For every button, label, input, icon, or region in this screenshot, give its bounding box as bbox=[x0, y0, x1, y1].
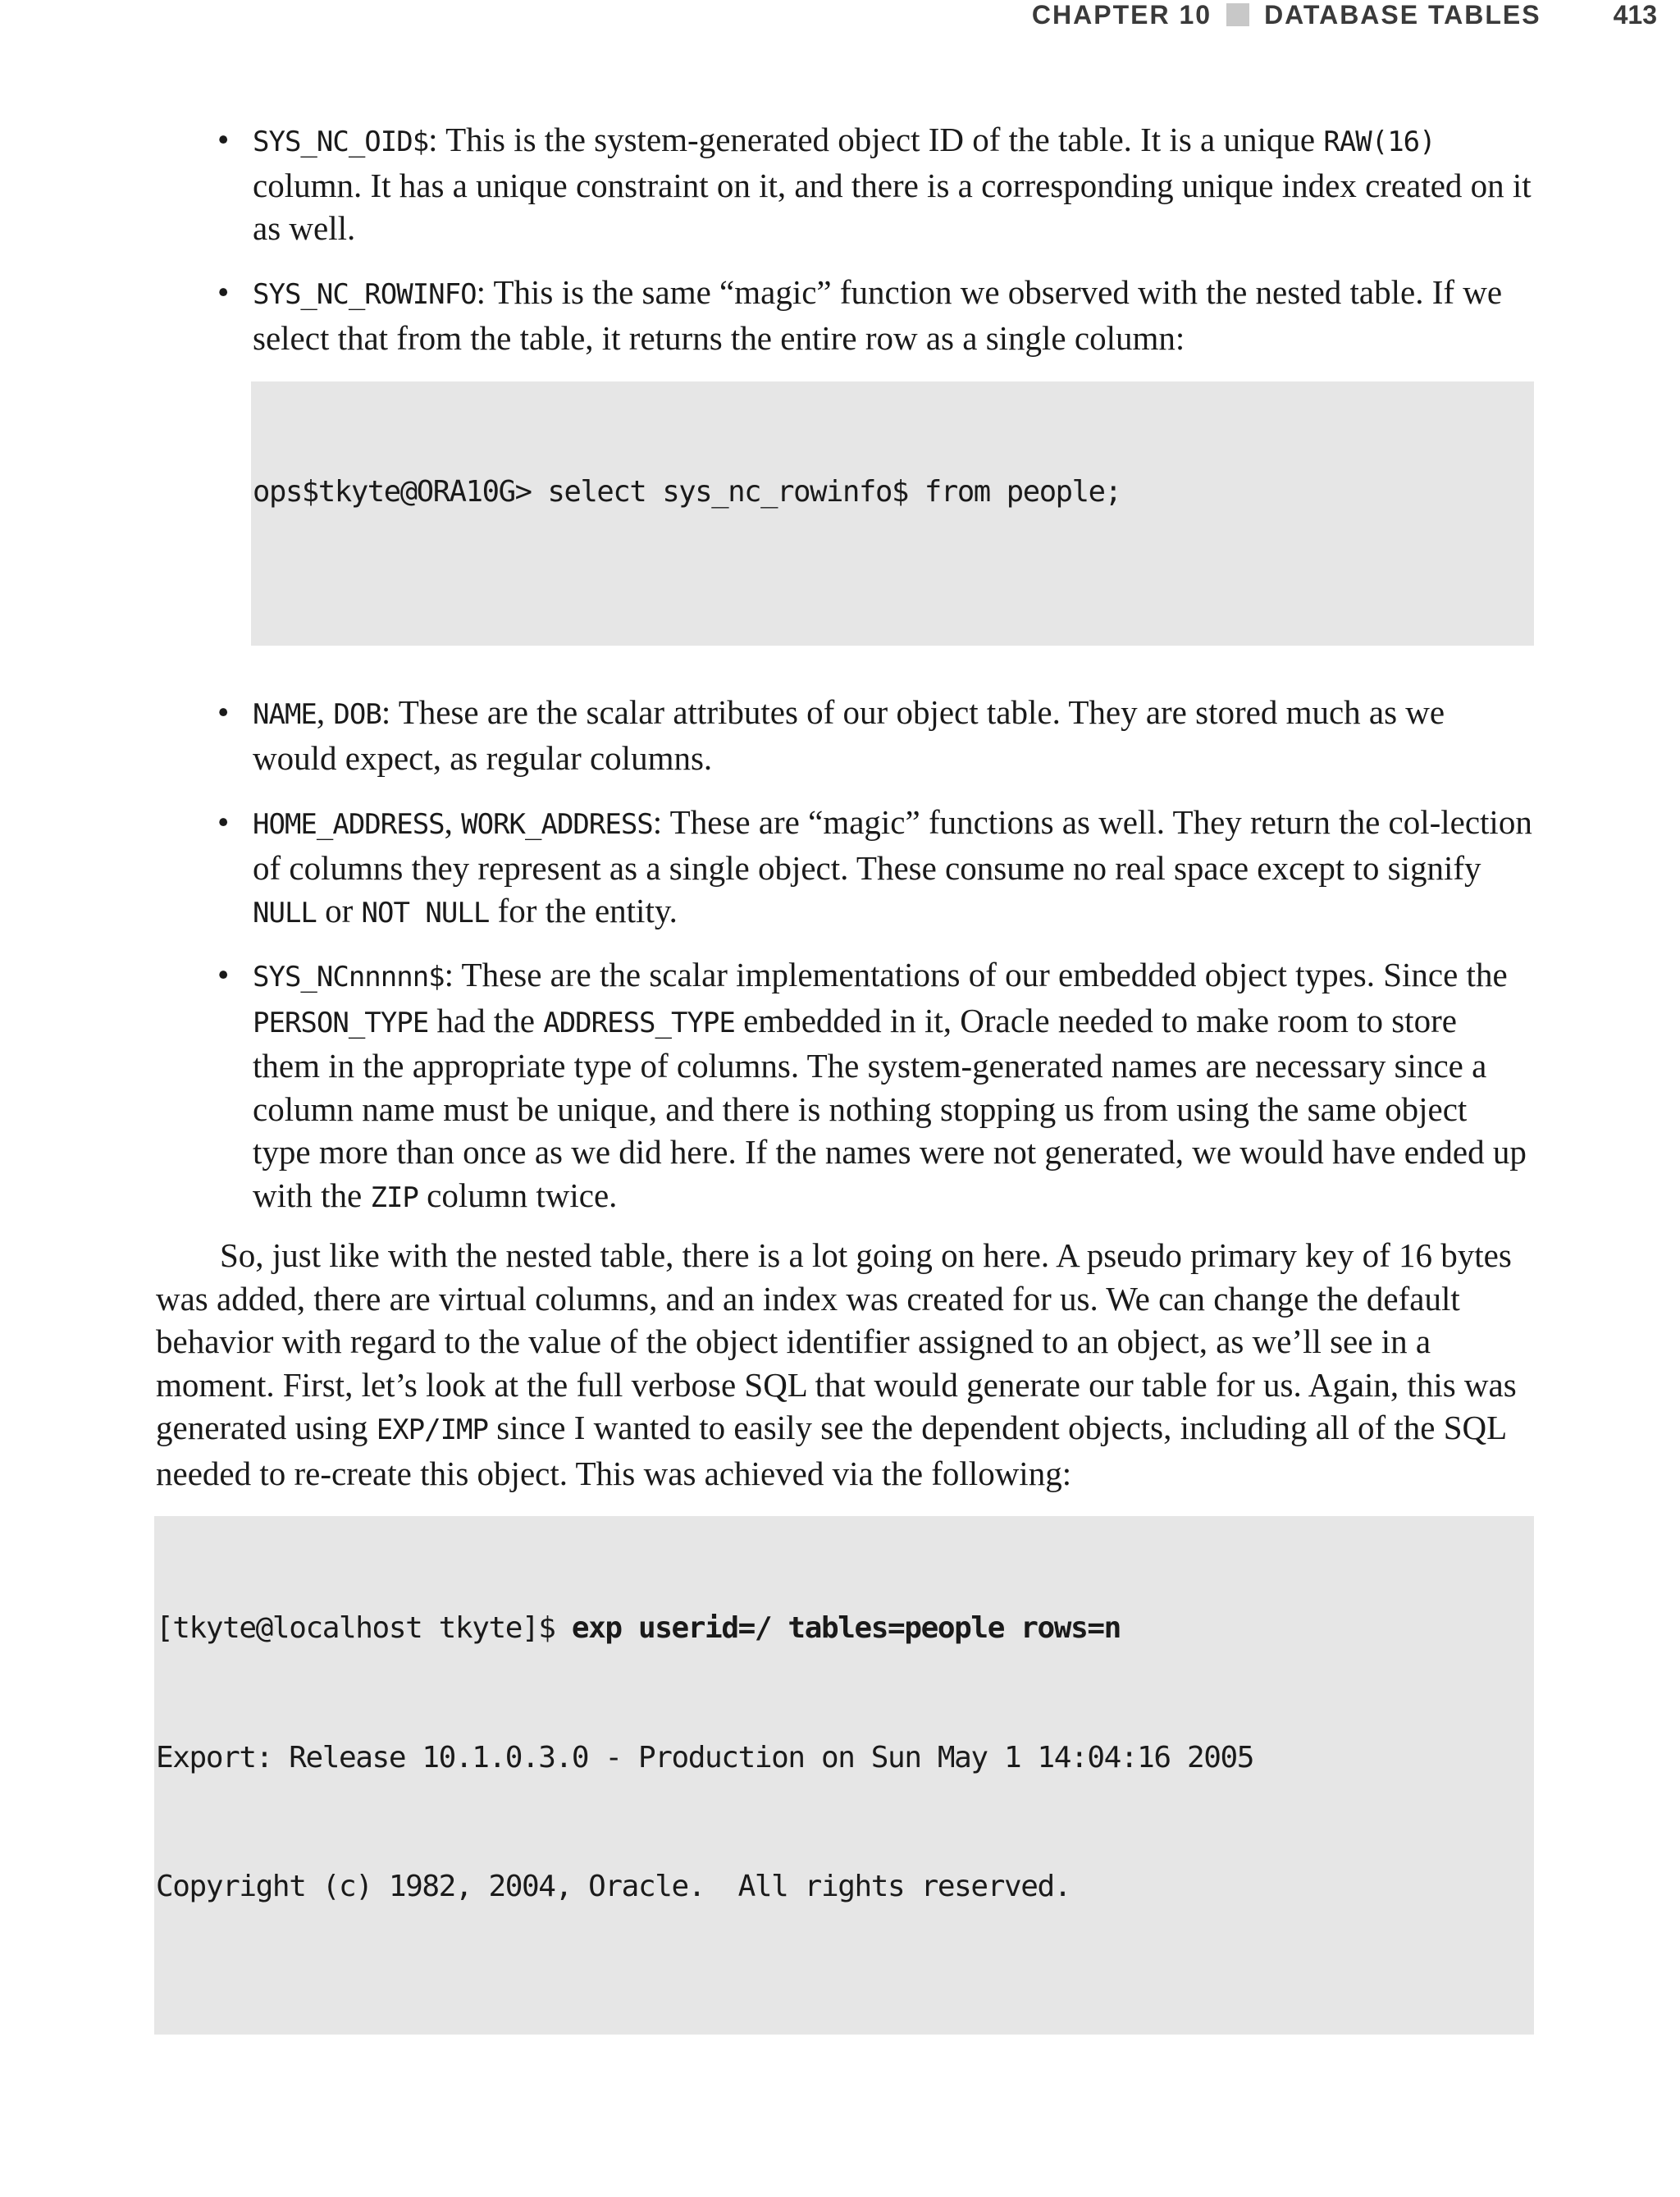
bullet-dot: • bbox=[217, 273, 230, 311]
bullet-text: had the bbox=[428, 1001, 544, 1039]
bullet-dot: • bbox=[217, 121, 230, 158]
bullet-text: : These are “magic” functions as well. They return the col-lection of columns they represent as a single object. These consume no real space except to signify bbox=[253, 803, 1532, 887]
inline-code: NOT NULL bbox=[361, 897, 490, 930]
bullet-text: : These are the scalar implementations of our embedded object types. Since the bbox=[444, 956, 1508, 993]
code-line: Copyright (c) 1982, 2004, Oracle. All rights reserved. bbox=[156, 1870, 1071, 1903]
inline-code: ADDRESS_TYPE bbox=[543, 1006, 735, 1039]
bullet-text: column. It has a unique constraint on it, and there is a corresponding unique index created on it as well. bbox=[253, 166, 1532, 247]
code-line: ops$tkyte@ORA10G> select sys_nc_rowinfo$ from people; bbox=[253, 475, 1121, 509]
bullet-item bbox=[217, 801, 1532, 935]
shell-prompt: [tkyte@localhost tkyte]$ bbox=[156, 1611, 572, 1645]
bullet-item bbox=[217, 271, 1532, 359]
running-header bbox=[1032, 0, 1657, 30]
chapter-label: CHAPTER 10 bbox=[1031, 0, 1212, 30]
code-term: SYS_NC_OID$ bbox=[253, 126, 429, 158]
code-term: SYS_NC_ROWINFO bbox=[253, 278, 477, 311]
separator: , bbox=[444, 803, 462, 841]
bullet-text: for the entity. bbox=[489, 892, 678, 930]
body-paragraph bbox=[156, 1234, 1534, 1495]
code-term: WORK_ADDRESS bbox=[461, 808, 653, 841]
code-term: HOME_ADDRESS bbox=[253, 808, 445, 841]
code-line-command bbox=[156, 1607, 1534, 1651]
bullet-text: : These are the scalar attributes of our object table. They are stored much as we would expect, as regular columns. bbox=[253, 693, 1445, 777]
inline-code: RAW(16) bbox=[1323, 126, 1436, 158]
bullet-text: : This is the same “magic” function we observed with the nested table. If we select that from the table, it returns the entire row as a single column: bbox=[253, 273, 1503, 357]
section-title: DATABASE TABLES bbox=[1264, 0, 1541, 30]
code-line bbox=[253, 601, 1534, 644]
bullet-dot: • bbox=[217, 693, 230, 731]
bullet-text: or bbox=[316, 892, 362, 930]
code-term: SYS_NCnnnnn$ bbox=[253, 961, 445, 993]
page-number: 413 bbox=[1613, 0, 1657, 30]
code-line: Export: Release 10.1.0.3.0 - Production on Sun May 1 14:04:16 2005 bbox=[156, 1740, 1254, 1774]
bullet-text: : This is the system-generated object ID of the table. It is a unique bbox=[428, 121, 1324, 158]
code-term: NAME bbox=[253, 698, 317, 731]
inline-code: PERSON_TYPE bbox=[253, 1006, 429, 1039]
code-line bbox=[156, 1995, 1534, 2035]
bullet-text: embedded in it, Oracle needed to make room to store them in the appropriate type of columns. The system-generated names are necessary since a column name must be unique, and there is nothing stopping us from using the same object type more than once as we did here. If the names were not generated, we would have ended up with the bbox=[253, 1001, 1527, 1214]
inline-code: NULL bbox=[253, 897, 317, 930]
bullet-item bbox=[217, 118, 1532, 250]
bullet-text: column twice. bbox=[418, 1176, 618, 1214]
inline-code: ZIP bbox=[370, 1181, 418, 1214]
separator: , bbox=[316, 693, 334, 731]
paragraph-text: since I wanted to easily see the dependent objects, including all of the SQL needed to re-create this object. This was achieved via the following: bbox=[156, 1409, 1506, 1492]
header-square-icon bbox=[1226, 3, 1249, 26]
bullet-item bbox=[217, 691, 1532, 779]
paragraph-text: So, just like with the nested table, there is a lot going on here. A pseudo primary key of 16 bytes was added, there are virtual columns, and an index was created for us. We can change the default behavior with regard to the value of the object identifier assigned to an object, as we’ll see in a moment. First, let’s look at the full verbose SQL that would generate our table for us. Again, this was generated using bbox=[156, 1236, 1517, 1446]
code-block-query bbox=[251, 381, 1534, 646]
shell-command: exp userid=/ tables=people rows=n bbox=[571, 1611, 1121, 1645]
code-term: DOB bbox=[333, 698, 381, 731]
bullet-item bbox=[217, 953, 1532, 1219]
inline-code: EXP/IMP bbox=[376, 1414, 488, 1446]
code-block-export bbox=[154, 1516, 1534, 2035]
bullet-dot: • bbox=[217, 803, 230, 841]
bullet-dot: • bbox=[217, 956, 230, 993]
